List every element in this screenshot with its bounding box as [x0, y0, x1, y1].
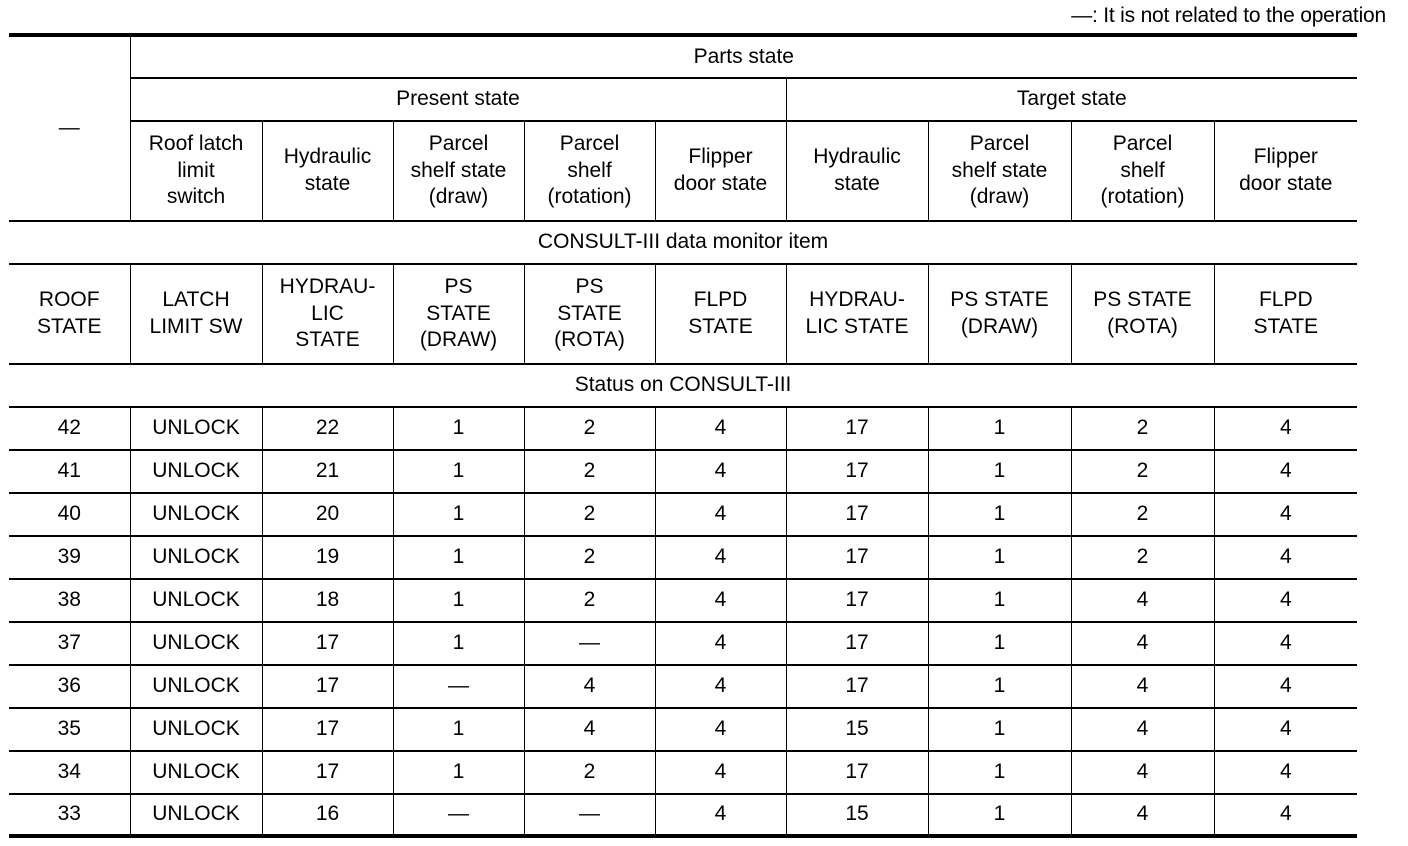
table-cell: UNLOCK	[130, 665, 262, 708]
part-name-header	[655, 121, 786, 221]
table-row	[9, 751, 1357, 794]
present-state-header: Present state	[130, 78, 786, 121]
cell-line: door state	[1239, 172, 1333, 195]
cell-line: STATE	[426, 301, 491, 325]
table-cell: 1	[928, 665, 1071, 708]
table-cell: 20	[262, 493, 393, 536]
cell-line: Flipper	[688, 145, 753, 169]
table-cell: 36	[9, 665, 130, 708]
table-cell: 1	[393, 622, 524, 665]
table-cell: —	[524, 622, 655, 665]
table-cell: UNLOCK	[130, 407, 262, 450]
cell-line: limit	[177, 158, 215, 182]
table-cell: 17	[786, 536, 928, 579]
table-cell: 4	[655, 407, 786, 450]
table-cell: 4	[1214, 622, 1357, 665]
table-cell: 4	[1214, 708, 1357, 751]
monitor-item-cell	[130, 264, 262, 364]
table-cell: 4	[1071, 579, 1214, 622]
status-header: Status on CONSULT-III	[9, 364, 1357, 407]
cell-line: PS STATE	[950, 288, 1049, 312]
table-cell: UNLOCK	[130, 751, 262, 794]
table-cell: 34	[9, 751, 130, 794]
table-row	[9, 407, 1357, 450]
part-name-header	[262, 121, 393, 221]
table-cell: 4	[655, 751, 786, 794]
roof-state-table	[9, 33, 1357, 838]
table-cell: 17	[786, 622, 928, 665]
table-cell: 1	[928, 450, 1071, 493]
table-cell: 4	[1214, 450, 1357, 493]
table-cell: 1	[928, 622, 1071, 665]
table-cell: UNLOCK	[130, 708, 262, 751]
cell-line: LATCH	[162, 288, 230, 312]
cell-line: LIC STATE	[805, 315, 909, 338]
part-name-header	[928, 121, 1071, 221]
table-cell: UNLOCK	[130, 579, 262, 622]
cell-line: FLPD	[693, 288, 748, 312]
table-cell: 4	[655, 622, 786, 665]
cell-line: PS	[444, 274, 473, 298]
table-cell: 4	[655, 794, 786, 836]
cell-line: ROOF	[38, 288, 100, 312]
table-cell: 15	[786, 708, 928, 751]
table-cell: 2	[524, 536, 655, 579]
monitor-item-header: CONSULT-III data monitor item	[9, 221, 1357, 264]
table-cell: 39	[9, 536, 130, 579]
table-cell: 1	[928, 751, 1071, 794]
cell-line: (rotation)	[1100, 185, 1185, 209]
table-cell: 22	[262, 407, 393, 450]
table-cell: UNLOCK	[130, 622, 262, 665]
table-cell: 17	[262, 708, 393, 751]
table-cell: 4	[524, 708, 655, 751]
cell-line: Parcel	[1112, 131, 1173, 155]
cell-line: HYDRAU-	[809, 288, 905, 312]
table-cell: 18	[262, 579, 393, 622]
table-cell: 1	[393, 493, 524, 536]
corner-cell: —	[9, 35, 130, 221]
table-row	[9, 450, 1357, 493]
table-cell: 1	[393, 536, 524, 579]
monitor-item-cell	[655, 264, 786, 364]
table-cell: 1	[393, 407, 524, 450]
table-cell: —	[524, 794, 655, 836]
cell-line: HYDRAU-	[279, 274, 376, 298]
table-cell: 4	[1071, 794, 1214, 836]
cell-line: PS STATE	[1093, 288, 1192, 312]
cell-line: state	[304, 172, 351, 195]
table-cell: 19	[262, 536, 393, 579]
part-name-header	[524, 121, 655, 221]
cell-line: Parcel	[969, 131, 1030, 155]
table-row	[9, 622, 1357, 665]
table-cell: 4	[655, 708, 786, 751]
cell-line: (ROTA)	[554, 328, 625, 352]
cell-line: STATE	[295, 328, 360, 352]
table-row	[9, 536, 1357, 579]
table-cell: 2	[524, 407, 655, 450]
table-cell: 17	[786, 579, 928, 622]
monitor-item-cell	[1071, 264, 1214, 364]
cell-line: STATE	[557, 301, 622, 325]
cell-line: shelf state	[410, 158, 507, 182]
cell-line: LIMIT SW	[149, 315, 243, 338]
monitor-item-cell	[1214, 264, 1357, 364]
table-cell: 17	[262, 622, 393, 665]
table-cell: —	[393, 665, 524, 708]
table-cell: 4	[655, 493, 786, 536]
table-cell: 1	[928, 536, 1071, 579]
cell-line: Roof latch	[148, 131, 244, 155]
table-cell: 38	[9, 579, 130, 622]
table-row	[9, 579, 1357, 622]
table-cell: 4	[1214, 665, 1357, 708]
table-cell: 1	[393, 579, 524, 622]
cell-line: PS	[575, 274, 604, 298]
table-cell: 4	[655, 665, 786, 708]
table-cell: 4	[1214, 794, 1357, 836]
table-cell: 37	[9, 622, 130, 665]
cell-line: shelf	[1120, 158, 1165, 182]
cell-line: (DRAW)	[960, 315, 1039, 338]
table-cell: 1	[928, 708, 1071, 751]
table-row	[9, 708, 1357, 751]
cell-line: (ROTA)	[1107, 315, 1178, 338]
table-cell: 17	[786, 665, 928, 708]
monitor-item-cell	[524, 264, 655, 364]
cell-line: FLPD	[1258, 288, 1313, 312]
table-cell: 16	[262, 794, 393, 836]
target-state-header: Target state	[786, 78, 1357, 121]
table-cell: 4	[1214, 536, 1357, 579]
cell-line: LIC	[311, 301, 344, 325]
part-name-header	[786, 121, 928, 221]
cell-line: shelf state	[951, 158, 1048, 182]
cell-line: STATE	[1253, 315, 1319, 338]
table-cell: 17	[786, 407, 928, 450]
cell-line: (draw)	[428, 185, 489, 209]
table-cell: 4	[1214, 407, 1357, 450]
table-cell: 42	[9, 407, 130, 450]
table-cell: —	[393, 794, 524, 836]
table-cell: 1	[393, 751, 524, 794]
table-cell: 2	[524, 751, 655, 794]
table-cell: 17	[786, 751, 928, 794]
table-cell: 4	[1214, 579, 1357, 622]
monitor-item-cell	[9, 264, 130, 364]
table-cell: 17	[262, 751, 393, 794]
table-cell: 17	[786, 450, 928, 493]
table-row	[9, 665, 1357, 708]
cell-line: Hydraulic	[813, 145, 901, 169]
table-cell: 4	[1071, 665, 1214, 708]
table-cell: 2	[1071, 450, 1214, 493]
cell-line: (rotation)	[547, 185, 632, 209]
monitor-item-cell	[393, 264, 524, 364]
cell-line: (DRAW)	[419, 328, 498, 352]
part-name-header	[1071, 121, 1214, 221]
cell-line: Parcel	[559, 131, 620, 155]
table-cell: 1	[928, 407, 1071, 450]
cell-line: state	[834, 172, 880, 195]
table-cell: UNLOCK	[130, 493, 262, 536]
table-cell: UNLOCK	[130, 450, 262, 493]
table-cell: 33	[9, 794, 130, 836]
table-cell: 1	[928, 794, 1071, 836]
table-cell: 2	[1071, 493, 1214, 536]
cell-line: Flipper	[1253, 145, 1318, 169]
table-cell: 35	[9, 708, 130, 751]
table-cell: 1	[928, 493, 1071, 536]
table-cell: 41	[9, 450, 130, 493]
legend-note: —: It is not related to the operation	[1071, 4, 1386, 27]
table-cell: 15	[786, 794, 928, 836]
table-cell: 4	[655, 579, 786, 622]
table-cell: 1	[393, 450, 524, 493]
monitor-item-cell	[262, 264, 393, 364]
table-cell: 4	[655, 450, 786, 493]
table-cell: 4	[524, 665, 655, 708]
cell-line: door state	[673, 172, 768, 195]
table-row	[9, 794, 1357, 836]
cell-line: (draw)	[969, 185, 1030, 209]
table-cell: 1	[928, 579, 1071, 622]
monitor-item-cell	[786, 264, 928, 364]
cell-line: STATE	[36, 315, 102, 338]
table-cell: 40	[9, 493, 130, 536]
table-cell: 2	[1071, 407, 1214, 450]
table-cell: UNLOCK	[130, 794, 262, 836]
cell-line: switch	[166, 185, 226, 209]
table-cell: 17	[786, 493, 928, 536]
table-cell: UNLOCK	[130, 536, 262, 579]
table-cell: 21	[262, 450, 393, 493]
table-cell: 2	[1071, 536, 1214, 579]
cell-line: Parcel	[428, 131, 489, 155]
cell-line: Hydraulic	[283, 145, 372, 169]
table-cell: 2	[524, 450, 655, 493]
table-row	[9, 493, 1357, 536]
table-cell: 2	[524, 579, 655, 622]
part-name-header	[130, 121, 262, 221]
table-cell: 4	[1071, 622, 1214, 665]
table-cell: 4	[1214, 751, 1357, 794]
table-cell: 1	[393, 708, 524, 751]
table-cell: 4	[1071, 708, 1214, 751]
table-cell: 4	[1071, 751, 1214, 794]
monitor-item-cell	[928, 264, 1071, 364]
table-cell: 4	[1214, 493, 1357, 536]
table-cell: 2	[524, 493, 655, 536]
part-name-header	[393, 121, 524, 221]
table-cell: 4	[655, 536, 786, 579]
table-cell: 17	[262, 665, 393, 708]
part-name-header	[1214, 121, 1357, 221]
parts-state-header: Parts state	[130, 35, 1357, 78]
cell-line: shelf	[567, 158, 612, 182]
cell-line: STATE	[688, 315, 753, 338]
